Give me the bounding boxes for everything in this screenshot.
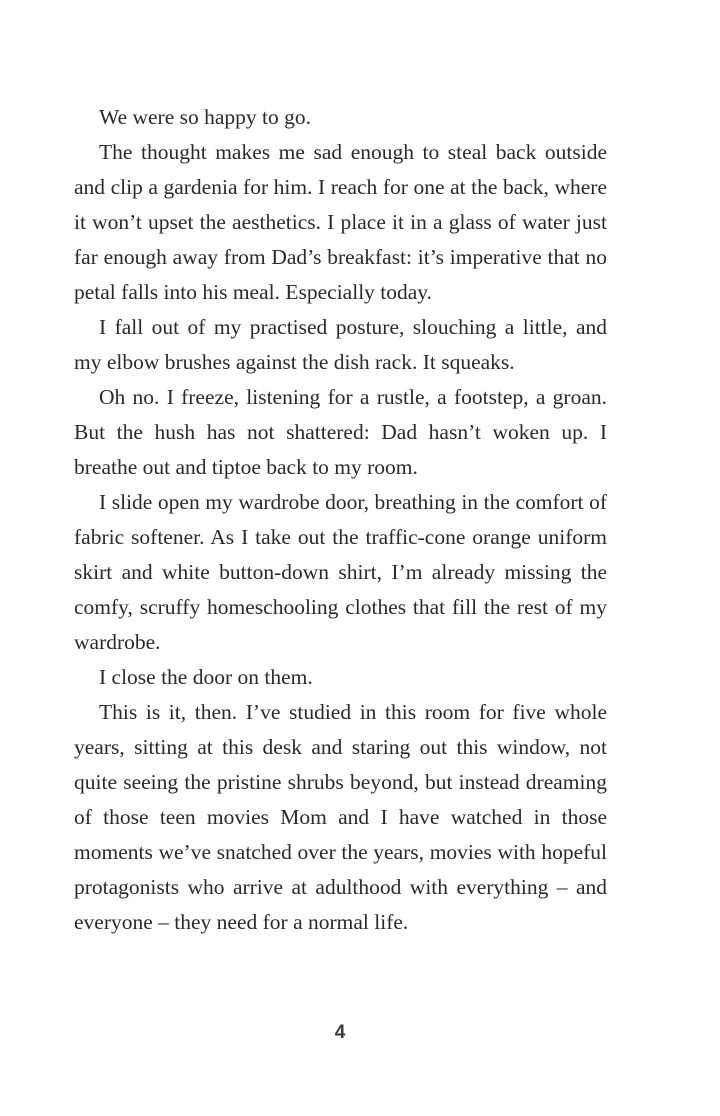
page-body — [74, 100, 607, 940]
paragraph-1: We were so happy to go. — [99, 105, 312, 129]
paragraph-4: Oh no. I freeze, listening for a rustle, a footstep, a groan. But the hush has not shattered: Dad hasn’t woken up. I breathe out and tiptoe back to my room. — [74, 385, 607, 479]
page-number: 4 — [334, 1022, 346, 1043]
paragraph-7: This is it, then. I’ve studied in this room for five whole years, sitting at this desk and staring out this window, not quite seeing the pristine shrubs beyond, but instead dreaming of those teen movies Mom and I have watched in those moments we’ve snatched over the years, movies with hopeful protagonists who arrive at adulthood with everything – and everyone – they need for a normal life. — [74, 700, 607, 934]
paragraph-5: I slide open my wardrobe door, breathing in the comfort of fabric softener. As I take out the traffic-cone orange uniform skirt and white button-down shirt, I’m already missing the comfy, scruffy homeschooling clothes that fill the rest of my wardrobe. — [74, 490, 607, 654]
paragraph-3: I fall out of my practised posture, slouching a little, and my elbow brushes against the dish rack. It squeaks. — [74, 315, 607, 374]
paragraph-6: I close the door on them. — [99, 665, 313, 689]
paragraph-2: The thought makes me sad enough to steal back outside and clip a gardenia for him. I reach for one at the back, where it won’t upset the aesthetics. I place it in a glass of water just far enough away from Dad’s breakfast: it’s imperative that no petal falls into his meal. Especially today. — [74, 140, 607, 304]
